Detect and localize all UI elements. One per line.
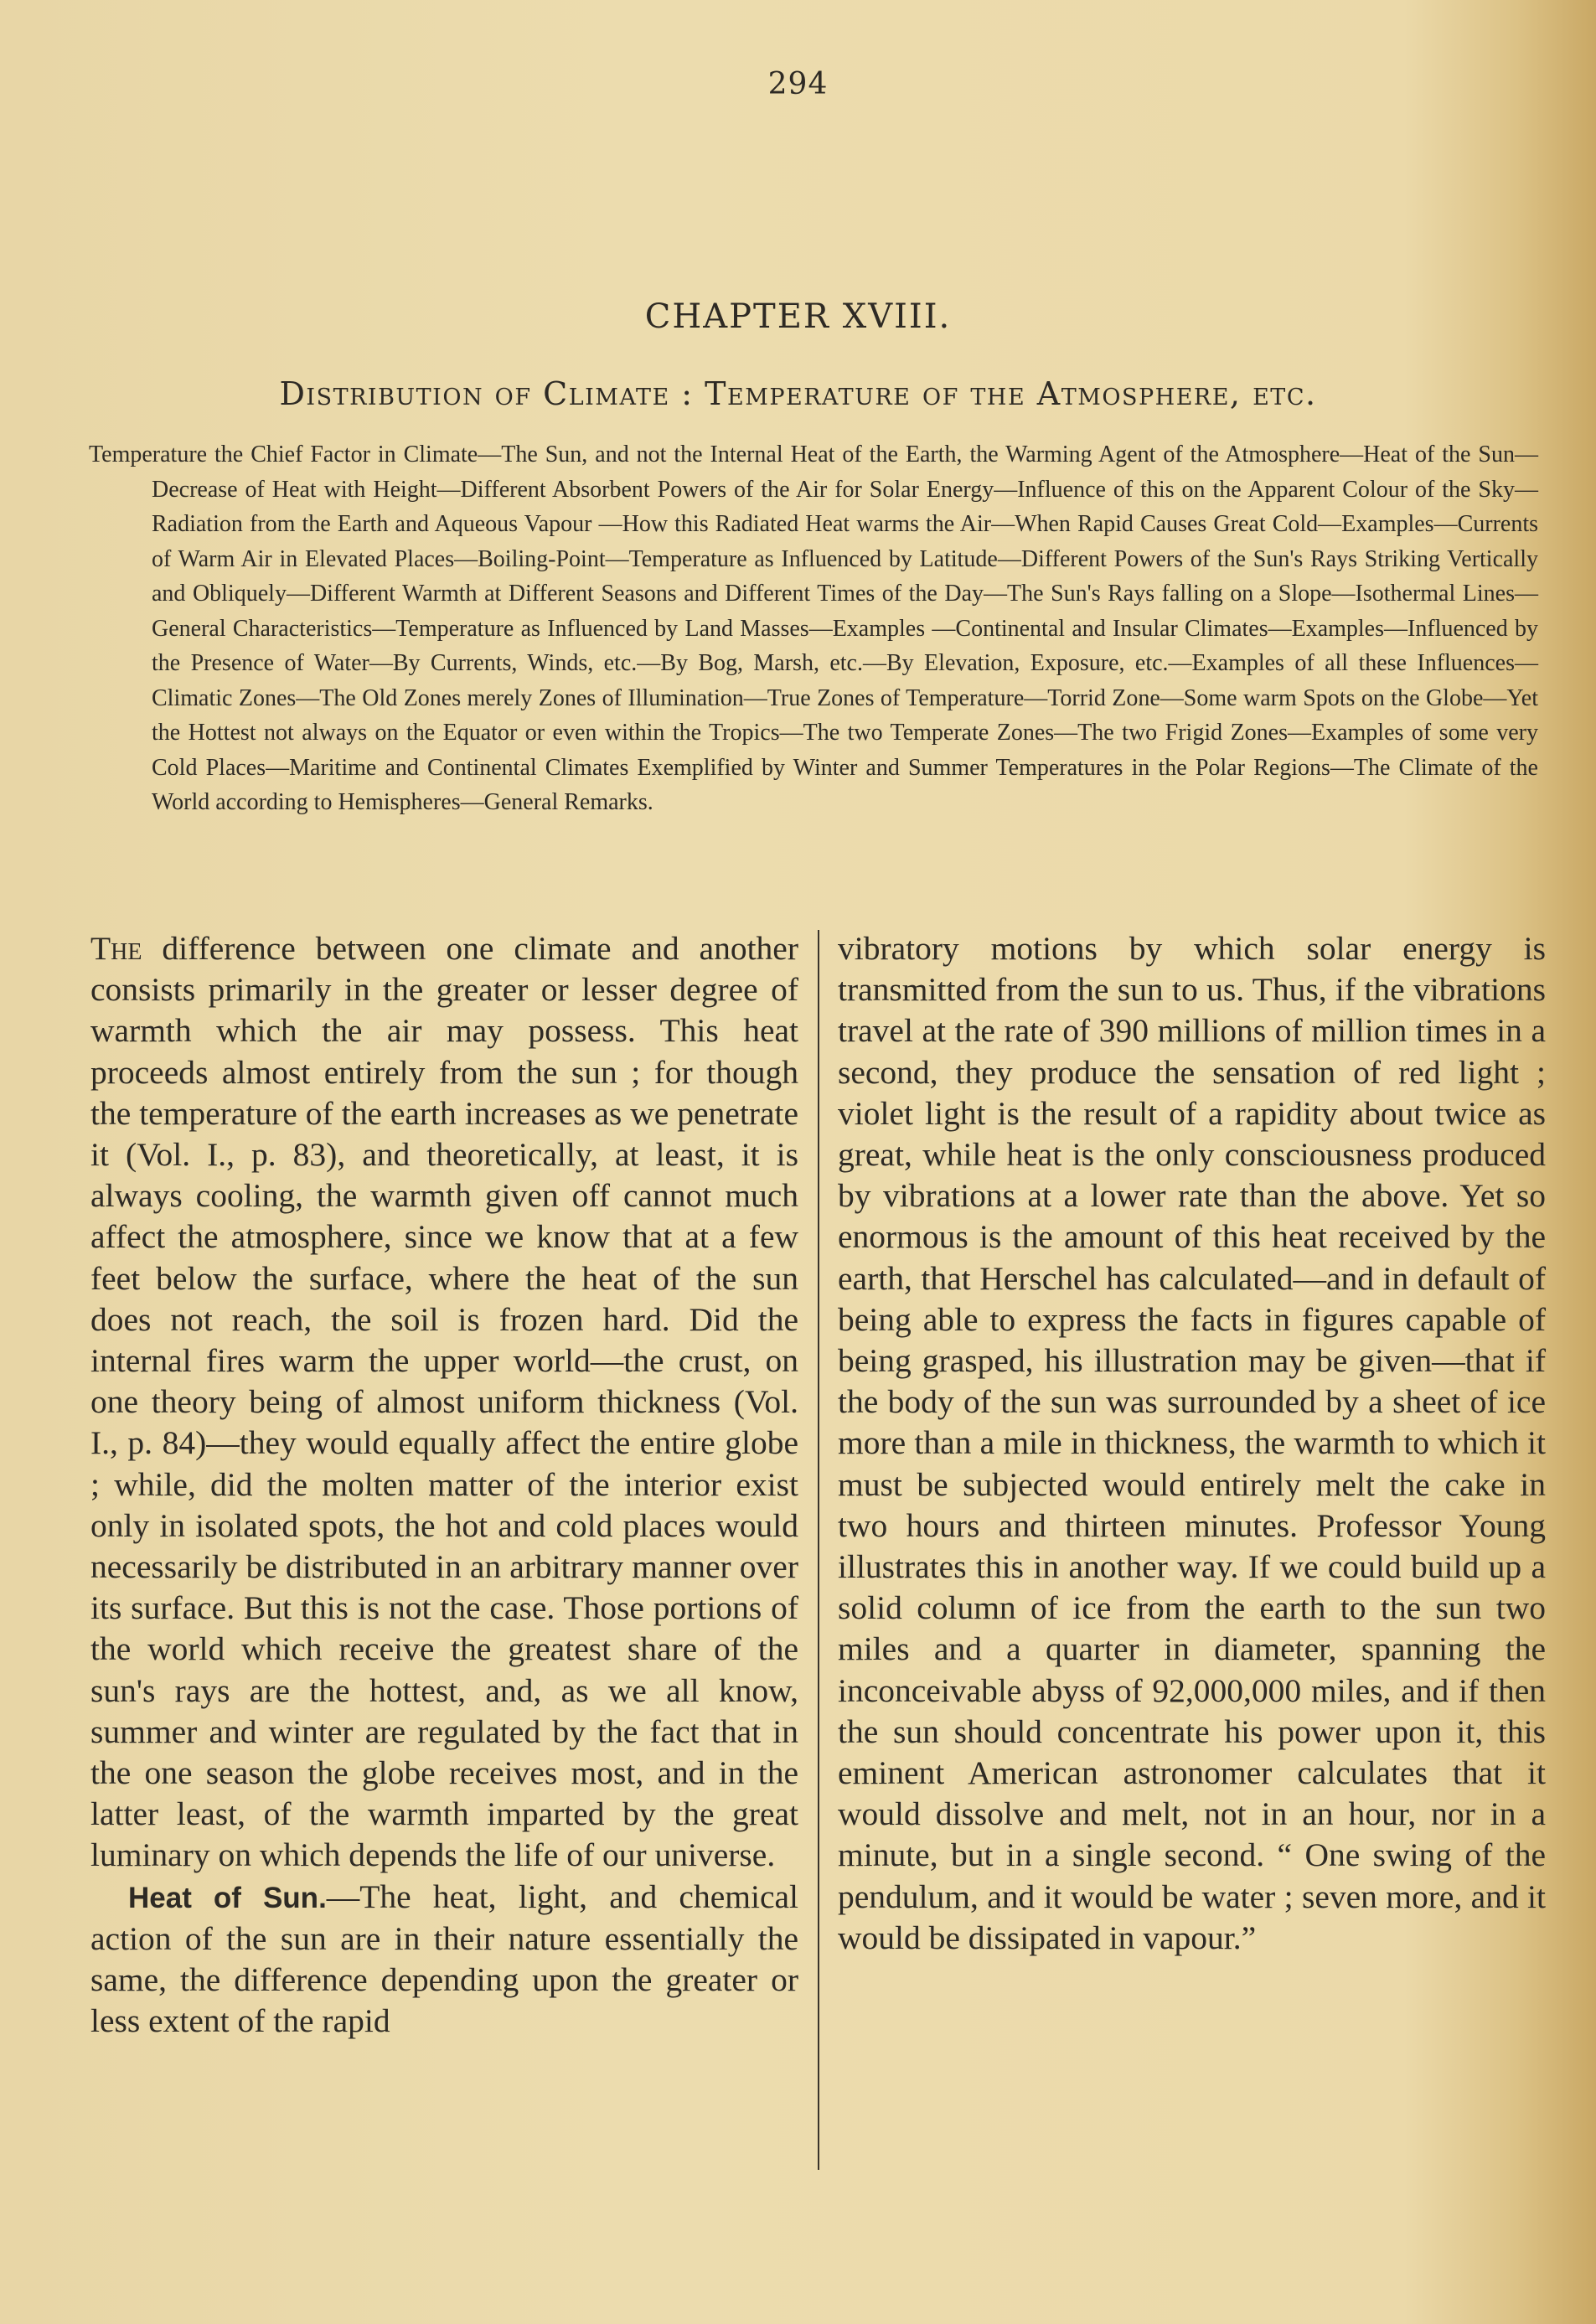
chapter-title: CHAPTER XVIII. xyxy=(644,297,952,336)
opening-word: The xyxy=(90,930,142,967)
run-in-heading: Heat of Sun. xyxy=(128,1881,327,1914)
paragraph-opening xyxy=(90,928,798,1877)
paragraph-heat-of-sun xyxy=(90,1877,798,2043)
opening-text: difference between one climate and another consists primarily in the greater or lesser degree of warmth which the air may possess. This heat proceeds almost entirely from the sun ; for though the temperature of the earth increases as we penetrate it (Vol. I., p. 83), and theoretically, at least, it is always cooling, the warmth given off cannot much affect the atmosphere, since we know that at a few feet below the surface, where the heat of the sun does not reach, the soil is frozen hard. Did the internal fires warm the upper world—the crust, on one theory being of almost uniform thickness (Vol. I., p. 84)—they would equally affect the entire globe ; while, did the molten matter of the interior exist only in isolated spots, the hot and cold places would necessarily be distributed in an arbitrary manner over its surface. But this is not the case. Those portions of the world which receive the greatest share of the sun's rays are the hottest, and, as we all know, summer and winter are regulated by the fact that in the one season the globe receives most, and in the latter least, of the warmth imparted by the great luminary on which depends the life of our universe. xyxy=(90,930,798,1874)
body-columns xyxy=(90,928,1546,2168)
chapter-subtitle: Distribution of Climate : Temperature of the Atmosphere, etc. xyxy=(279,375,1317,412)
page-number: 294 xyxy=(767,67,829,101)
paragraph-continued: vibratory motions by which solar energy is transmitted from the sun to us. Thus, if the vibrations travel at the rate of 390 millions of million times in a second, they produce the sensation of red light ; violet light is the result of a rapidity about twice as great, while heat is the only consciousness produced by vibrations at a lower rate than the above. Yet so enormous is the amount of this heat received by the earth, that Herschel has calculated—and in default of being able to express the facts in figures capable of being grasped, his illustration may be given—that if the body of the sun was surrounded by a sheet of ice more than a mile in thickness, the warmth to which it must be subjected would entirely melt the cake in two hours and thirteen minutes. Professor Young illustrates this in another way. If we could build up a solid column of ice from the earth to the sun two miles and a quarter in diameter, spanning the inconceivable abyss of 92,000,000 miles, and if then the sun should concentrate his power upon it, this eminent American astronomer calculates that it would dissolve and melt, not in an hour, nor in a minute, but in a single second. “ One swing of the pendulum, and it would be water ; seven more, and it would be dissipated in vapour.” xyxy=(838,930,1546,1956)
chapter-synopsis: Temperature the Chief Factor in Climate—The Sun, and not the Internal Heat of the Earth, the Warming Agent of the Atmosphere—Heat of the Sun—Decrease of Heat with Height—Different Absorbent Powers of the Air for Solar Energy—Influence of this on the Apparent Colour of the Sky—Radiation from the Earth and Aqueous Vapour —How this Radiated Heat warms the Air—When Rapid Causes Great Cold—Examples—Currents of Warm Air in Elevated Places—Boiling-Point—Temperature as Influenced by Latitude—Different Powers of the Sun's Rays Striking Vertically and Obliquely—Different Warmth at Different Seasons and Different Times of the Day—The Sun's Rays falling on a Slope—Isothermal Lines—General Characteristics—Temperature as Influenced by Land Masses—Examples —Continental and Insular Climates—Examples—Influenced by the Presence of Water—By Currents, Winds, etc.—By Bog, Marsh, etc.—By Elevation, Exposure, etc.—Examples of all these Influences—Climatic Zones—The Old Zones merely Zones of Illumination—True Zones of Temperature—Torrid Zone—Some warm Spots on the Globe—Yet the Hottest not always on the Equator or even within the Tropics—The two Temperate Zones—The two Frigid Zones—Examples of some very Cold Places—Maritime and Continental Climates Exemplified by Winter and Summer Temperatures in the Polar Regions—The Climate of the World according to Hemispheres—General Remarks. xyxy=(89,442,1538,815)
left-column xyxy=(90,928,798,2042)
heat-of-sun-text: —The heat, light, and chemical action of the sun are in their nature essentially the same, the difference depending upon the greater or less extent of the rapid xyxy=(90,1877,798,2040)
right-column xyxy=(838,928,1546,1959)
column-divider xyxy=(818,930,819,2170)
